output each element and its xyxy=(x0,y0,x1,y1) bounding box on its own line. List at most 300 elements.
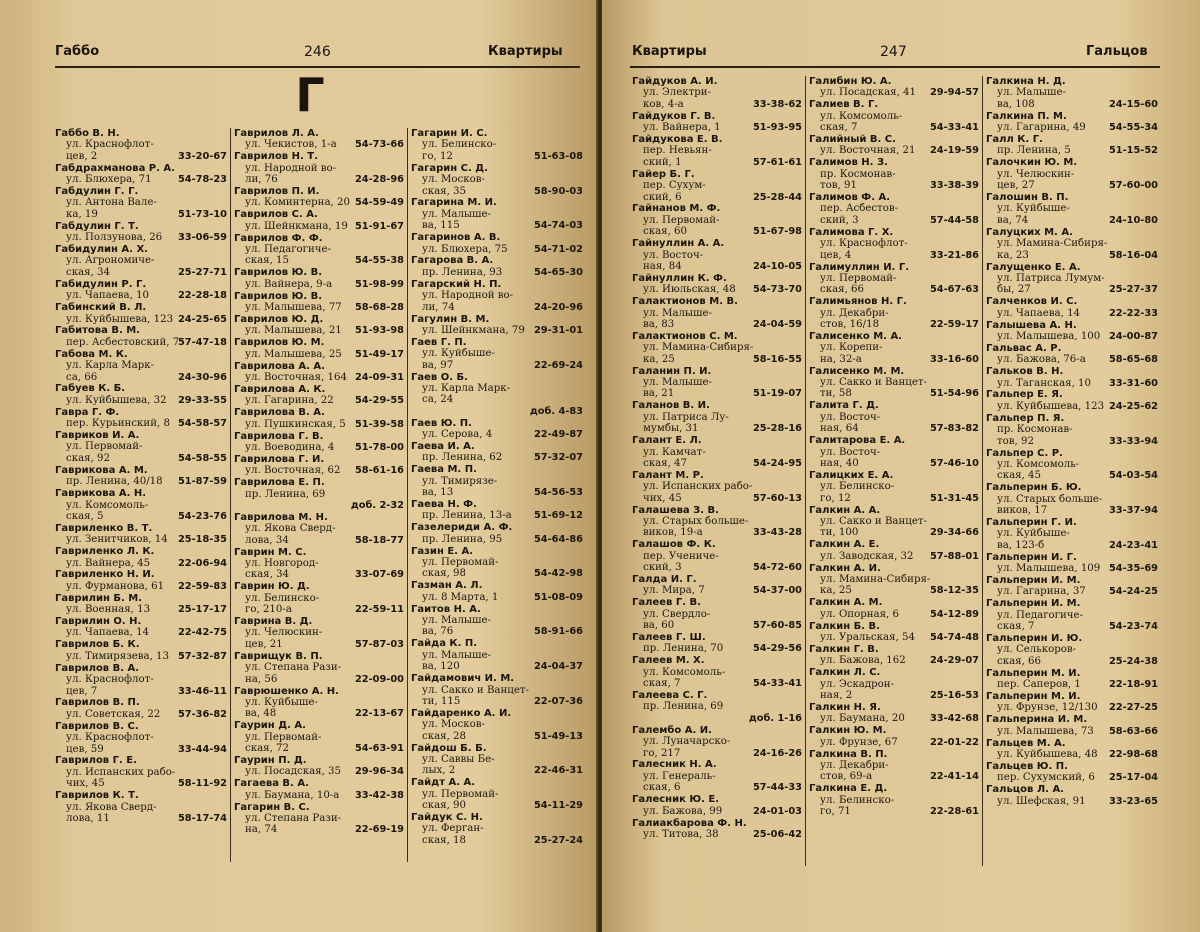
entry-address-line: ва, 123-б xyxy=(997,539,1045,551)
entry-address-line: ул. Блюхера, 75 xyxy=(422,243,508,255)
entry-name: Гаева М. П. xyxy=(411,464,477,476)
entry-name: Галиакбарова Ф. Н. xyxy=(632,817,747,829)
entry-address-line: ская, 66 xyxy=(820,284,865,296)
entry-name: Гаврилова А. А. xyxy=(234,360,325,372)
entry-address-line: ти, 58 xyxy=(820,388,852,400)
entry-phone: 57-60-00 xyxy=(1108,180,1158,192)
entry-name: Гаврилов Ю. В. xyxy=(234,267,323,279)
entry-address-line: го, 71 xyxy=(820,806,851,818)
entry-phone: 54-73-70 xyxy=(752,284,802,296)
directory-entry xyxy=(809,262,979,296)
directory-entry xyxy=(986,227,1158,261)
entry-phone: 57-60-13 xyxy=(752,492,802,504)
entry-address-line: ул. Мамина-Сибиря- xyxy=(643,342,754,354)
entry-address-line: пер. Курьинский, 8 xyxy=(66,418,170,430)
entry-name: Галицких Е. А. xyxy=(809,469,894,481)
directory-entry xyxy=(809,470,979,504)
entry-phone: 22-13-67 xyxy=(354,708,404,720)
entry-phone: 51-91-67 xyxy=(354,220,404,232)
entry-address-line: ул. Патриса Лумум- xyxy=(997,272,1105,284)
directory-entry xyxy=(986,134,1158,157)
entry-phone: 51-73-10 xyxy=(177,208,227,220)
entry-address-line: ул. Куйбышева, 123 xyxy=(997,400,1105,412)
directory-entry xyxy=(411,279,583,313)
entry-address-line: ул. Краснофлот- xyxy=(820,238,908,250)
entry-phone: 57-47-18 xyxy=(177,336,227,348)
entry-address-line: ул. Малышева, 100 xyxy=(997,330,1101,342)
entry-name: Галитарова Е. А. xyxy=(809,435,906,447)
directory-entry xyxy=(234,616,404,650)
entry-phone: 22-22-33 xyxy=(1108,307,1158,319)
entry-phone: 22-46-31 xyxy=(533,765,583,777)
entry-phone: 54-55-34 xyxy=(1108,122,1158,134)
entry-phone: 54-29-55 xyxy=(354,395,404,407)
directory-entry xyxy=(411,546,583,580)
entry-phone: 24-04-59 xyxy=(752,319,802,331)
entry-phone: 54-35-69 xyxy=(1108,563,1158,575)
entry-address-line: ская, 6 xyxy=(643,782,681,794)
entry-name: Галимов Ф. А. xyxy=(809,192,891,204)
entry-phone: 33-37-94 xyxy=(1108,505,1158,517)
right-page-header xyxy=(602,40,1200,64)
directory-entry xyxy=(234,431,404,454)
left-page-number: 246 xyxy=(304,44,331,60)
entry-address-line: ул. Заводская, 32 xyxy=(820,550,914,562)
entry-address-line: тов, 91 xyxy=(820,180,857,192)
entry-address-line: го, 210-а xyxy=(245,604,292,616)
entry-phone: 25-06-42 xyxy=(752,828,802,840)
entry-phone: 24-10-80 xyxy=(1108,214,1158,226)
entry-name: Галесник Н. А. xyxy=(632,759,717,771)
directory-entry xyxy=(55,755,227,789)
entry-address-line: чих, 45 xyxy=(66,778,105,790)
entry-phone: 54-37-00 xyxy=(752,585,802,597)
entry-phone: 51-49-17 xyxy=(354,348,404,360)
entry-address-line: ул. Уральская, 54 xyxy=(820,632,915,643)
directory-entry xyxy=(234,151,404,185)
entry-phone: 51-93-98 xyxy=(354,325,404,337)
entry-name: Галант Е. Л. xyxy=(632,435,702,447)
entry-phone: 54-03-54 xyxy=(1108,470,1158,482)
directory-entry xyxy=(986,575,1158,598)
entry-address-line: ул. Посадская, 41 xyxy=(820,87,917,99)
entry-phone: 54-73-66 xyxy=(354,139,404,151)
directory-entry xyxy=(632,366,802,400)
directory-entry xyxy=(986,714,1158,737)
entry-address-line: пр. Ленина, 40/18 xyxy=(66,476,163,488)
entry-phone: 25-27-71 xyxy=(177,266,227,278)
left-column-3 xyxy=(411,128,583,847)
entry-address-line: ул. Карла Марк- xyxy=(66,360,155,372)
directory-entry xyxy=(411,499,583,522)
entry-address-line: ул. Куйбыше- xyxy=(245,696,318,708)
entry-address-line: ская, 34 xyxy=(245,569,290,581)
entry-phone: 57-36-82 xyxy=(177,708,227,720)
entry-phone: 54-58-55 xyxy=(177,452,227,464)
entry-address-line: ул. Старых больше- xyxy=(997,493,1103,505)
entry-name: Галченков И. С. xyxy=(986,296,1078,308)
entry-name: Галимуллин И. Г. xyxy=(809,261,910,273)
entry-address-line: ул. Серова, 4 xyxy=(422,429,493,441)
entry-name: Гаврин М. С. xyxy=(234,546,307,558)
entry-address-line: ул. Первомай- xyxy=(245,731,322,743)
entry-name: Габидулин А. Х. xyxy=(55,244,148,256)
entry-name: Гальперина И. М. xyxy=(986,714,1088,726)
entry-phone: 33-46-11 xyxy=(177,685,227,697)
entry-phone: 33-44-94 xyxy=(177,743,227,755)
entry-phone: 22-27-25 xyxy=(1108,702,1158,714)
entry-address-line: ул. Малышева, 109 xyxy=(997,563,1101,575)
entry-address-line: ул. Вайнера, 45 xyxy=(66,557,151,569)
entry-address-line: ка, 25 xyxy=(643,353,675,365)
entry-address-line: ул. Луначарско- xyxy=(643,736,731,748)
entry-address-line: ул. Восточ- xyxy=(643,249,704,261)
entry-name: Гаврищук В. П. xyxy=(234,650,323,662)
entry-name: Гаврикова А. М. xyxy=(55,464,148,476)
entry-name: Галактионов М. В. xyxy=(632,296,738,308)
entry-phone: 22-69-19 xyxy=(354,824,404,836)
entry-name: Гайдаренко А. И. xyxy=(411,707,512,719)
entry-address-line: ул. Сакко и Ванцет- xyxy=(422,684,529,696)
entry-name: Габова М. К. xyxy=(55,348,128,360)
entry-phone: 51-93-95 xyxy=(752,122,802,134)
entry-name: Гагарин С. Д. xyxy=(411,162,488,174)
entry-name: Гаев О. Б. xyxy=(411,371,468,383)
entry-phone: 24-23-41 xyxy=(1108,539,1158,551)
entry-name: Гайда К. П. xyxy=(411,638,478,650)
entry-address-line: ул. Титова, 38 xyxy=(643,828,719,840)
column-divider xyxy=(982,76,983,866)
entry-address-line: ул. Старых больше- xyxy=(643,515,749,527)
directory-entry xyxy=(809,563,979,597)
directory-entry xyxy=(809,400,979,434)
entry-phone: 22-59-83 xyxy=(177,580,227,592)
entry-name: Гаврилов Л. А. xyxy=(234,128,319,139)
entry-address-line: ул. Испанских рабо- xyxy=(643,481,753,493)
directory-entry xyxy=(234,209,404,232)
directory-entry xyxy=(234,454,404,477)
entry-phone: 29-34-66 xyxy=(929,527,979,539)
directory-entry xyxy=(632,539,802,573)
directory-entry xyxy=(632,794,802,817)
entry-phone: 58-12-35 xyxy=(929,585,979,597)
directory-entry xyxy=(986,784,1158,807)
entry-address-line: ул. Карла Марк- xyxy=(422,382,511,394)
entry-name: Гаврилов Б. К. xyxy=(55,639,140,651)
entry-address-line: ская, 7 xyxy=(643,678,681,690)
entry-phone: 58-90-03 xyxy=(533,185,583,197)
directory-entry xyxy=(55,430,227,464)
directory-entry xyxy=(986,76,1158,110)
entry-phone: 54-65-30 xyxy=(533,266,583,278)
entry-phone: 33-38-62 xyxy=(752,98,802,110)
entry-name: Гагулин В. М. xyxy=(411,313,490,325)
entry-address-line: ул. Баумана, 10-а xyxy=(245,789,340,801)
directory-entry xyxy=(411,441,583,464)
entry-name: Галкин А. А. xyxy=(809,504,881,516)
entry-address-line: ул. Чапаева, 14 xyxy=(66,627,150,639)
directory-entry xyxy=(55,721,227,755)
entry-name: Гаврикова А. Н. xyxy=(55,488,147,500)
entry-phone: 58-68-28 xyxy=(354,302,404,314)
entry-phone: 57-32-87 xyxy=(177,650,227,662)
entry-address-line: ул. Бажова, 76-а xyxy=(997,354,1086,366)
entry-phone: 58-11-92 xyxy=(177,778,227,790)
directory-entry xyxy=(986,389,1158,412)
entry-phone: 25-24-38 xyxy=(1108,655,1158,667)
directory-entry xyxy=(809,505,979,539)
entry-phone: 54-24-95 xyxy=(752,457,802,469)
directory-entry xyxy=(55,279,227,302)
entry-address-line: ва, 108 xyxy=(997,98,1035,110)
entry-name: Галашов Ф. К. xyxy=(632,539,716,551)
entry-address-line: ва, 76 xyxy=(422,626,454,638)
entry-address-line: пр. Ленина, 95 xyxy=(422,533,503,545)
entry-address-line: ул. Восточ- xyxy=(820,411,881,423)
entry-phone: 58-18-77 xyxy=(354,534,404,546)
directory-entry xyxy=(809,192,979,226)
column-divider xyxy=(407,128,408,862)
entry-address-line: ул. Восточная, 164 xyxy=(245,372,347,384)
entry-name: Галкин Г. В. xyxy=(809,643,879,655)
entry-phone: 51-39-58 xyxy=(354,418,404,430)
entry-address-line: пр. Космонав- xyxy=(997,424,1073,436)
directory-entry xyxy=(986,262,1158,296)
entry-phone: 57-83-82 xyxy=(929,423,979,435)
directory-entry xyxy=(632,759,802,793)
entry-phone: 33-43-28 xyxy=(752,527,802,539)
entry-address-line: ул. Народной во- xyxy=(245,162,337,174)
entry-address-line: ул. Чапаева, 14 xyxy=(997,307,1081,319)
entry-name: Гаврилов В. С. xyxy=(55,720,139,732)
entry-phone: 58-61-16 xyxy=(354,465,404,477)
entry-address-line: ская, 34 xyxy=(66,266,111,278)
entry-name: Галант М. Р. xyxy=(632,469,704,481)
directory-entry xyxy=(632,632,802,655)
entry-address-line: ти, 100 xyxy=(820,527,859,539)
entry-phone: 22-59-17 xyxy=(929,319,979,331)
entry-address-line: ская, 7 xyxy=(997,621,1035,633)
entry-address-line: ул. Фрунзе, 67 xyxy=(820,736,898,748)
directory-entry xyxy=(809,597,979,620)
entry-phone: 54-23-74 xyxy=(1108,621,1158,633)
entry-address-line: ская, 60 xyxy=(643,226,688,238)
right-page xyxy=(602,0,1200,932)
entry-phone: 22-07-36 xyxy=(533,695,583,707)
entry-phone: 51-54-96 xyxy=(929,388,979,400)
directory-entry xyxy=(809,644,979,667)
directory-entry xyxy=(55,546,227,569)
directory-entry xyxy=(632,111,802,134)
entry-address-line: цев, 27 xyxy=(997,180,1035,192)
entry-phone: 33-06-59 xyxy=(177,232,227,244)
directory-entry xyxy=(234,267,404,290)
entry-name: Гальцов Л. А. xyxy=(986,784,1064,796)
entry-phone: 54-29-56 xyxy=(752,643,802,655)
entry-address-line: ул. Белинско- xyxy=(820,794,895,806)
entry-name: Гальпер П. Я. xyxy=(986,412,1065,424)
entry-address-line: ская, 98 xyxy=(422,568,467,580)
directory-entry xyxy=(234,755,404,778)
entry-name: Гагарский Н. П. xyxy=(411,278,502,290)
entry-name: Гаврин Ю. Д. xyxy=(234,581,310,593)
entry-name: Гаврилин О. Н. xyxy=(55,616,142,628)
entry-address-line: на, 56 xyxy=(245,673,278,685)
right-header-rule xyxy=(630,66,1160,68)
entry-address-line: ул. Антона Вале- xyxy=(66,197,157,209)
entry-address-line: чих, 45 xyxy=(643,492,682,504)
directory-entry xyxy=(55,221,227,244)
entry-address-line: ул. Патриса Лу- xyxy=(643,411,729,423)
directory-entry xyxy=(632,655,802,689)
directory-entry xyxy=(632,134,802,168)
directory-entry xyxy=(234,512,404,546)
entry-name: Габбо В. Н. xyxy=(55,128,120,139)
entry-address-line: ул. Гагарина, 49 xyxy=(997,122,1086,134)
entry-address-line: ул. Москов- xyxy=(422,719,485,731)
entry-address-line: ул. Народной во- xyxy=(422,290,514,302)
directory-entry xyxy=(234,477,404,511)
entry-phone-extension: доб. 1-16 xyxy=(748,712,802,724)
entry-phone: 22-06-94 xyxy=(177,557,227,569)
entry-address-line: ул. Якова Сверд- xyxy=(245,523,336,535)
entry-phone: 22-28-18 xyxy=(177,290,227,302)
directory-entry xyxy=(411,128,583,162)
directory-entry xyxy=(411,604,583,638)
entry-address-line: ул. Первомай- xyxy=(422,788,499,800)
entry-address-line: ка, 23 xyxy=(997,249,1029,261)
entry-phone: 51-98-99 xyxy=(354,278,404,290)
directory-entry xyxy=(234,407,404,430)
entry-phone: 54-56-53 xyxy=(533,487,583,499)
entry-name: Гаврилов К. Т. xyxy=(55,790,139,802)
entry-name: Газин Е. А. xyxy=(411,545,473,557)
entry-address-line: ул. Краснофлот- xyxy=(66,139,154,151)
entry-address-line: цев, 59 xyxy=(66,743,104,755)
entry-name: Гайдош Б. Б. xyxy=(411,742,487,754)
entry-phone: 25-17-04 xyxy=(1108,772,1158,784)
entry-address-line: пер. Сухумский, 6 xyxy=(997,772,1095,784)
entry-phone-extension: доб. 4-83 xyxy=(529,405,583,417)
right-guide-word: Гальцов xyxy=(1086,44,1148,59)
entry-address-line: ул. Комсомоль- xyxy=(643,666,726,678)
entry-name: Гаврилова А. К. xyxy=(234,383,326,395)
entry-address-line: ул. Декабри- xyxy=(820,307,889,319)
entry-name: Галеев М. Х. xyxy=(632,655,705,667)
entry-address-line: ул. Малыше- xyxy=(997,87,1066,99)
entry-name: Гальперин Г. И. xyxy=(986,516,1077,528)
entry-phone: 57-61-61 xyxy=(752,156,802,168)
directory-entry xyxy=(234,361,404,384)
entry-address-line: ная, 64 xyxy=(820,423,859,435)
entry-address-line: са, 24 xyxy=(422,394,454,406)
directory-entry xyxy=(55,697,227,720)
entry-address-line: ул. Вайнера, 9-а xyxy=(245,278,333,290)
entry-address-line: ул. Шейнкмана, 79 xyxy=(422,324,525,336)
entry-address-line: цев, 7 xyxy=(66,685,98,697)
entry-address-line: стов, 69-а xyxy=(820,771,873,783)
entry-address-line: ул. Генераль- xyxy=(643,770,716,782)
entry-phone: 22-69-24 xyxy=(533,359,583,371)
entry-address-line: ул. Малышева, 77 xyxy=(245,302,342,314)
directory-entry xyxy=(632,238,802,272)
entry-name: Галийный В. С. xyxy=(809,134,896,146)
entry-phone: 54-74-03 xyxy=(533,220,583,232)
directory-entry xyxy=(986,598,1158,632)
entry-phone: 57-88-01 xyxy=(929,550,979,562)
directory-entry xyxy=(986,482,1158,516)
entry-name: Гаврилов Ю. М. xyxy=(234,337,325,349)
entry-name: Галкина Н. Д. xyxy=(986,76,1066,87)
directory-entry xyxy=(411,163,583,197)
directory-entry xyxy=(986,691,1158,714)
entry-phone: 58-91-66 xyxy=(533,626,583,638)
entry-address-line: пр. Ленина, 70 xyxy=(643,643,724,655)
entry-phone: 51-15-52 xyxy=(1108,145,1158,157)
entry-address-line: ул. Бажова, 162 xyxy=(820,655,906,667)
entry-phone: 25-17-17 xyxy=(177,604,227,616)
right-section-title: Квартиры xyxy=(632,44,707,59)
entry-phone: 57-60-85 xyxy=(752,620,802,632)
entry-name: Гавриленко В. Т. xyxy=(55,522,153,534)
right-column-2 xyxy=(809,76,979,818)
entry-phone: 29-33-55 xyxy=(177,394,227,406)
entry-phone: 54-58-57 xyxy=(177,418,227,430)
entry-address-line: ул. Опорная, 6 xyxy=(820,608,899,620)
entry-phone: 58-17-74 xyxy=(177,812,227,824)
entry-address-line: ул. Куйбышева, 123 xyxy=(66,313,174,325)
entry-address-line: виков, 17 xyxy=(997,505,1048,517)
entry-name: Гаврилова М. Н. xyxy=(234,511,328,523)
entry-name: Гайдукова Е. В. xyxy=(632,134,723,146)
directory-entry xyxy=(632,435,802,469)
entry-address-line: ул. Малыше- xyxy=(643,307,712,319)
entry-phone: 57-44-58 xyxy=(929,214,979,226)
directory-entry xyxy=(411,673,583,707)
entry-address-line: ул. Малыше- xyxy=(422,208,491,220)
entry-address-line: ул. Белинско- xyxy=(820,481,895,493)
directory-entry xyxy=(55,163,227,186)
right-column-1 xyxy=(632,76,802,841)
entry-address-line: ул. Саввы Бе- xyxy=(422,753,495,765)
directory-entry xyxy=(234,314,404,337)
directory-entry xyxy=(55,407,227,430)
entry-address-line: ская, 28 xyxy=(422,730,467,742)
entry-phone: 33-23-65 xyxy=(1108,795,1158,807)
entry-name: Гайнанов М. Ф. xyxy=(632,203,721,215)
left-column-1 xyxy=(55,128,227,825)
directory-entry xyxy=(809,749,979,783)
entry-name: Габидулин Р. Г. xyxy=(55,278,147,290)
entry-address-line: ул. Ползунова, 26 xyxy=(66,232,163,244)
entry-address-line: ская, 47 xyxy=(643,457,688,469)
entry-address-line: ул. Малыше- xyxy=(422,615,491,627)
entry-name: Гальперин И. М. xyxy=(986,598,1081,610)
entry-name: Габуев К. Б. xyxy=(55,383,126,395)
entry-phone: 54-71-02 xyxy=(533,243,583,255)
directory-entry xyxy=(55,616,227,639)
entry-name: Галущенко Е. А. xyxy=(986,261,1081,273)
directory-entry xyxy=(234,802,404,836)
entry-address-line: ва, 13 xyxy=(422,487,454,499)
entry-address-line: ул. Тимирязева, 13 xyxy=(66,650,170,662)
entry-name: Гавра Г. Ф. xyxy=(55,406,120,418)
directory-entry xyxy=(411,372,583,418)
entry-address-line: пер. Саперов, 1 xyxy=(997,679,1081,691)
entry-address-line: ул. Степана Рази- xyxy=(245,812,342,824)
directory-entry xyxy=(411,580,583,603)
entry-phone: 22-28-61 xyxy=(929,806,979,818)
